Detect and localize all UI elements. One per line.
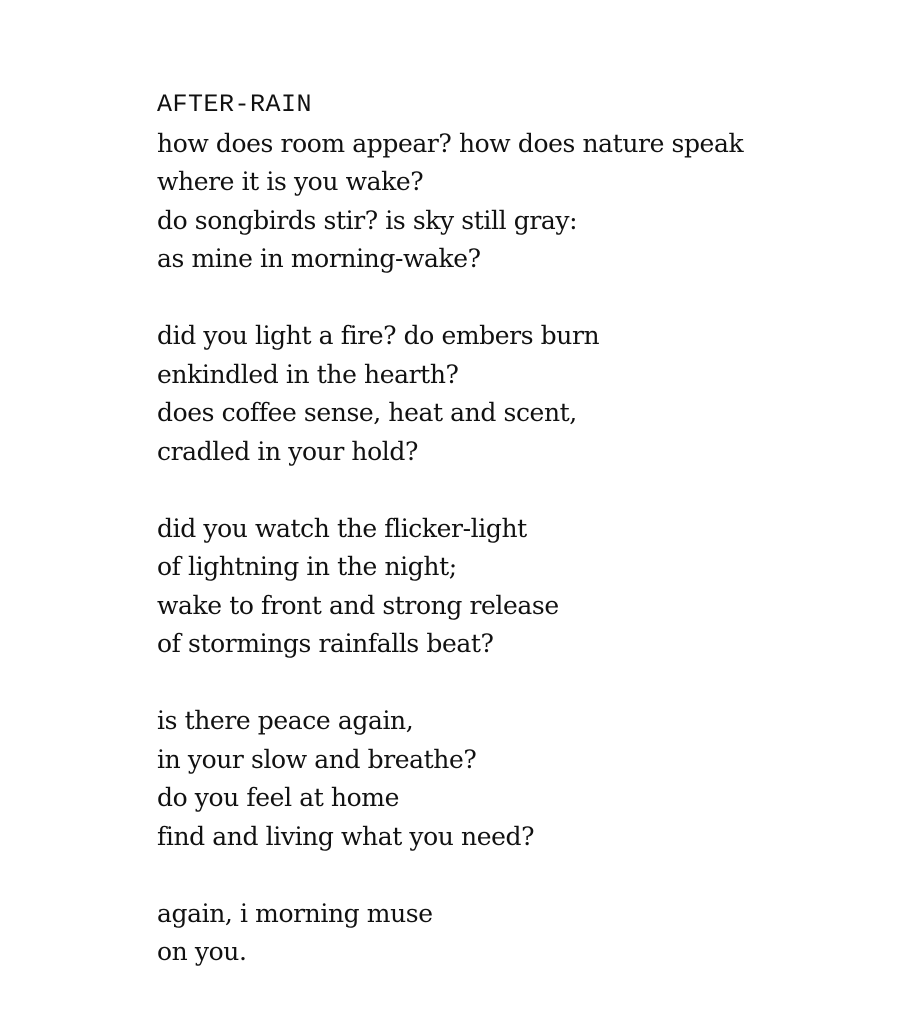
stanza-2	[157, 317, 857, 471]
poem-line: does coffee sense, heat and scent,	[157, 398, 577, 427]
poem-line: of stormings rainfalls beat?	[157, 629, 494, 658]
poem-line: do songbirds stir? is sky still gray:	[157, 205, 578, 235]
stanza-4	[157, 702, 857, 856]
poem-line: cradled in your hold?	[157, 436, 418, 466]
poem-line: again, i morning muse	[157, 898, 433, 928]
poem-line: as mine in morning-wake?	[157, 244, 481, 273]
poem	[157, 86, 857, 972]
poem-line: enkindled in the hearth?	[157, 359, 459, 389]
poem-line: do you feel at home	[157, 783, 399, 812]
stanza-5	[157, 895, 857, 972]
poem-line: wake to front and strong release	[157, 590, 559, 620]
poem-line: in your slow and breathe?	[157, 744, 477, 774]
poem-line: how does room appear? how does nature speak	[157, 128, 744, 158]
poem-line: of lightning in the night;	[157, 552, 457, 581]
poem-line: where it is you wake?	[157, 167, 424, 196]
poem-line: did you light a fire? do embers burn	[157, 321, 600, 350]
stanza-1	[157, 125, 857, 279]
poem-title: AFTER-RAIN	[157, 90, 313, 119]
poem-line: did you watch the flicker-light	[157, 513, 527, 543]
poem-line: is there peace again,	[157, 706, 414, 735]
poem-line: on you.	[157, 937, 247, 966]
poem-line: find and living what you need?	[157, 821, 535, 851]
stanza-3	[157, 510, 857, 664]
